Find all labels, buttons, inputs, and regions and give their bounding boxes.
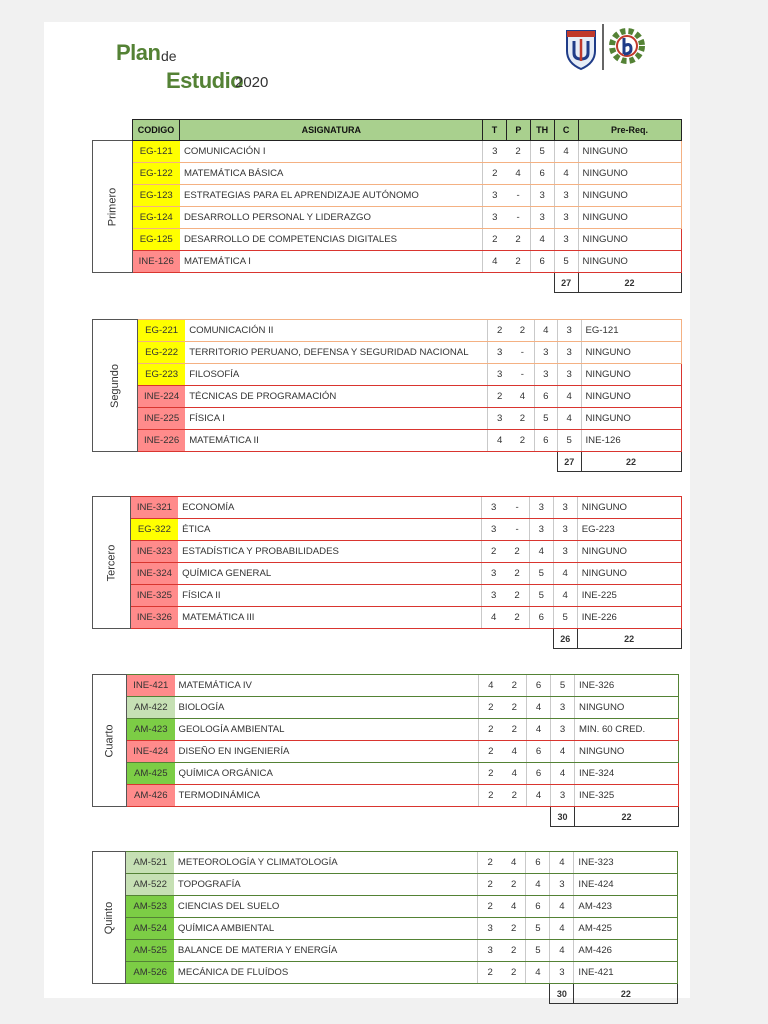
course-c: 3 [554, 229, 578, 251]
course-subject: CIENCIAS DEL SUELO [174, 896, 478, 918]
totals-row [93, 273, 690, 293]
semester-name: Primero [106, 187, 119, 226]
course-prereq: NINGUNO [578, 229, 681, 251]
course-th: 5 [529, 563, 553, 585]
course-c: 4 [550, 940, 574, 962]
header-row [93, 120, 690, 141]
course-c: 5 [551, 675, 575, 697]
title-plan: Plan [116, 40, 161, 65]
table-row [93, 386, 690, 408]
course-p: 2 [511, 430, 534, 452]
course-c: 3 [554, 207, 578, 229]
semester-table-tercero [92, 496, 690, 649]
course-c: 3 [557, 342, 581, 364]
course-code: INE-323 [130, 541, 178, 563]
course-t: 3 [483, 141, 507, 163]
course-c: 3 [551, 697, 575, 719]
total-c: 22 [575, 807, 679, 827]
course-subject: BALANCE DE MATERIA Y ENERGÍA [174, 940, 478, 962]
total-th: 27 [557, 452, 581, 472]
faculty-gear-logo [600, 22, 646, 72]
course-p: 2 [502, 962, 526, 984]
course-th: 5 [530, 141, 554, 163]
course-subject: ESTADÍSTICA Y PROBABILIDADES [178, 541, 481, 563]
course-th: 4 [534, 320, 557, 342]
semester-table-cuarto [92, 674, 688, 827]
course-subject: QUÍMICA GENERAL [178, 563, 481, 585]
course-th: 6 [527, 763, 551, 785]
course-subject: QUÍMICA ORGÁNICA [175, 763, 479, 785]
table-row [93, 962, 687, 984]
course-th: 3 [534, 342, 557, 364]
course-prereq: NINGUNO [577, 563, 681, 585]
course-p: 2 [505, 607, 529, 629]
course-th: 4 [526, 874, 550, 896]
table-row [93, 519, 690, 541]
course-th: 4 [527, 785, 551, 807]
course-code: AM-422 [127, 697, 175, 719]
course-c: 3 [551, 719, 575, 741]
semester-label [93, 675, 127, 807]
header-cell: C [554, 120, 578, 141]
course-th: 3 [529, 497, 553, 519]
course-subject: COMUNICACIÓN II [185, 320, 488, 342]
semester-label [93, 852, 126, 984]
course-prereq: MIN. 60 CRED. [575, 719, 679, 741]
course-code: INE-225 [138, 408, 186, 430]
course-t: 2 [479, 763, 503, 785]
header-blank [93, 120, 133, 141]
course-t: 2 [483, 163, 507, 185]
course-t: 2 [478, 852, 502, 874]
total-th: 30 [551, 807, 575, 827]
title-estudio: Estudio [166, 68, 244, 93]
course-subject: TOPOGRAFÍA [174, 874, 478, 896]
course-p: - [505, 497, 529, 519]
course-code: INE-321 [130, 497, 178, 519]
course-t: 2 [479, 719, 503, 741]
total-th: 26 [553, 629, 577, 649]
course-p: 2 [502, 874, 526, 896]
course-code: INE-126 [132, 251, 180, 273]
table-row [93, 141, 690, 163]
title-de: de [161, 48, 177, 64]
course-t: 3 [481, 563, 505, 585]
total-th: 27 [554, 273, 578, 293]
course-code: AM-426 [127, 785, 175, 807]
course-code: EG-121 [132, 141, 180, 163]
course-subject: MATEMÁTICA I [180, 251, 483, 273]
totals-row [93, 629, 690, 649]
course-subject: COMUNICACIÓN I [180, 141, 483, 163]
course-c: 4 [554, 141, 578, 163]
course-t: 2 [488, 386, 511, 408]
course-subject: FÍSICA II [178, 585, 481, 607]
course-c: 3 [550, 874, 574, 896]
course-prereq: INE-325 [575, 785, 679, 807]
total-c: 22 [581, 452, 681, 472]
course-code: AM-526 [126, 962, 174, 984]
course-th: 4 [529, 541, 553, 563]
course-subject: MATEMÁTICA IV [175, 675, 479, 697]
course-p: 4 [502, 896, 526, 918]
course-th: 6 [534, 430, 557, 452]
course-prereq: INE-126 [581, 430, 681, 452]
course-subject: DISEÑO EN INGENIERÍA [175, 741, 479, 763]
course-p: 4 [503, 741, 527, 763]
course-subject: ECONOMÍA [178, 497, 481, 519]
course-c: 4 [550, 852, 574, 874]
course-p: 2 [511, 320, 534, 342]
course-code: AM-524 [126, 918, 174, 940]
table-row [93, 207, 690, 229]
course-subject: MECÁNICA DE FLUÍDOS [174, 962, 478, 984]
header-cell: Pre-Req. [578, 120, 681, 141]
course-prereq: EG-223 [577, 519, 681, 541]
course-p: 2 [505, 541, 529, 563]
table-row [93, 185, 690, 207]
course-prereq: NINGUNO [578, 251, 681, 273]
course-th: 5 [529, 585, 553, 607]
course-th: 4 [526, 962, 550, 984]
table-row [93, 364, 690, 386]
course-p: 2 [506, 141, 530, 163]
course-code: AM-523 [126, 896, 174, 918]
course-t: 2 [479, 785, 503, 807]
document-page [44, 22, 690, 998]
course-prereq: NINGUNO [578, 141, 681, 163]
course-subject: MATEMÁTICA BÁSICA [180, 163, 483, 185]
course-prereq: INE-324 [575, 763, 679, 785]
course-th: 6 [529, 607, 553, 629]
course-th: 6 [534, 386, 557, 408]
course-code: INE-324 [130, 563, 178, 585]
course-p: - [506, 207, 530, 229]
course-prereq: NINGUNO [575, 741, 679, 763]
course-p: - [511, 342, 534, 364]
course-code: EG-122 [132, 163, 180, 185]
course-subject: FILOSOFÍA [185, 364, 488, 386]
course-prereq: NINGUNO [578, 185, 681, 207]
course-subject: TERMODINÁMICA [175, 785, 479, 807]
course-c: 4 [550, 918, 574, 940]
semester-label [93, 320, 138, 452]
table-row [93, 320, 690, 342]
table-row [93, 763, 688, 785]
course-subject: GEOLOGÍA AMBIENTAL [175, 719, 479, 741]
course-prereq: INE-225 [577, 585, 681, 607]
course-p: 2 [511, 408, 534, 430]
course-prereq: INE-424 [574, 874, 678, 896]
course-c: 4 [553, 563, 577, 585]
semester-table-primero [92, 119, 690, 293]
table-row [93, 541, 690, 563]
header-cell: T [483, 120, 507, 141]
course-subject: ÉTICA [178, 519, 481, 541]
course-prereq: NINGUNO [577, 497, 681, 519]
course-code: INE-224 [138, 386, 186, 408]
course-t: 2 [488, 320, 511, 342]
course-th: 3 [529, 519, 553, 541]
course-t: 3 [478, 918, 502, 940]
course-code: INE-424 [127, 741, 175, 763]
course-c: 4 [550, 896, 574, 918]
course-subject: ESTRATEGIAS PARA EL APRENDIZAJE AUTÓNOMO [180, 185, 483, 207]
course-code: EG-322 [130, 519, 178, 541]
course-p: 2 [506, 251, 530, 273]
total-c: 22 [577, 629, 681, 649]
course-code: INE-326 [130, 607, 178, 629]
course-th: 5 [526, 918, 550, 940]
course-p: 2 [505, 563, 529, 585]
semester-label [93, 497, 131, 629]
course-t: 2 [483, 229, 507, 251]
course-subject: QUÍMICA AMBIENTAL [174, 918, 478, 940]
course-t: 4 [483, 251, 507, 273]
course-c: 3 [557, 320, 581, 342]
course-p: 2 [505, 585, 529, 607]
header-cell: P [506, 120, 530, 141]
course-prereq: AM-425 [574, 918, 678, 940]
course-prereq: NINGUNO [578, 207, 681, 229]
course-p: - [506, 185, 530, 207]
table-row [93, 785, 688, 807]
course-th: 6 [526, 852, 550, 874]
course-t: 2 [478, 962, 502, 984]
header-cell: TH [530, 120, 554, 141]
course-prereq: NINGUNO [575, 697, 679, 719]
course-prereq: AM-426 [574, 940, 678, 962]
course-prereq: INE-326 [575, 675, 679, 697]
course-code: AM-525 [126, 940, 174, 962]
course-c: 5 [554, 251, 578, 273]
course-code: EG-222 [138, 342, 186, 364]
course-subject: MATEMÁTICA II [185, 430, 488, 452]
table-row [93, 940, 687, 962]
course-c: 4 [551, 763, 575, 785]
course-p: 2 [503, 785, 527, 807]
course-t: 2 [481, 541, 505, 563]
university-shield-logo [564, 25, 598, 71]
course-th: 3 [534, 364, 557, 386]
totals-row [93, 807, 688, 827]
semester-name: Quinto [103, 901, 116, 934]
course-code: EG-124 [132, 207, 180, 229]
table-row [93, 251, 690, 273]
total-c: 22 [574, 984, 678, 1004]
course-t: 4 [479, 675, 503, 697]
table-row [93, 896, 687, 918]
course-t: 3 [483, 185, 507, 207]
semester-name: Tercero [105, 544, 118, 581]
table-row [93, 852, 687, 874]
table-row [93, 741, 688, 763]
course-t: 4 [488, 430, 511, 452]
table-row [93, 430, 690, 452]
course-code: EG-125 [132, 229, 180, 251]
course-p: 2 [502, 940, 526, 962]
course-c: 4 [557, 408, 581, 430]
course-t: 2 [479, 741, 503, 763]
course-c: 3 [557, 364, 581, 386]
semester-name: Cuarto [103, 723, 116, 758]
course-p: 2 [503, 675, 527, 697]
course-code: EG-123 [132, 185, 180, 207]
course-p: 2 [502, 918, 526, 940]
course-t: 3 [483, 207, 507, 229]
course-c: 3 [550, 962, 574, 984]
course-code: AM-423 [127, 719, 175, 741]
course-c: 3 [553, 497, 577, 519]
course-th: 4 [527, 697, 551, 719]
table-row [93, 229, 690, 251]
course-c: 3 [553, 541, 577, 563]
course-subject: DESARROLLO PERSONAL Y LIDERAZGO [180, 207, 483, 229]
course-t: 2 [479, 697, 503, 719]
table-row [93, 918, 687, 940]
course-p: 4 [506, 163, 530, 185]
course-code: AM-521 [126, 852, 174, 874]
course-prereq: EG-121 [581, 320, 681, 342]
course-prereq: INE-421 [574, 962, 678, 984]
course-c: 5 [553, 607, 577, 629]
total-th: 30 [550, 984, 574, 1004]
course-t: 3 [481, 519, 505, 541]
course-prereq: NINGUNO [578, 163, 681, 185]
table-row [93, 342, 690, 364]
course-code: AM-425 [127, 763, 175, 785]
course-c: 4 [553, 585, 577, 607]
course-t: 3 [488, 408, 511, 430]
course-c: 3 [551, 785, 575, 807]
table-row [93, 697, 688, 719]
table-row [93, 408, 690, 430]
total-c: 22 [578, 273, 681, 293]
course-prereq: NINGUNO [577, 541, 681, 563]
course-c: 3 [553, 519, 577, 541]
course-th: 5 [534, 408, 557, 430]
header-cell: CODIGO [132, 120, 180, 141]
semester-name: Segundo [109, 363, 122, 408]
table-row [93, 675, 688, 697]
course-subject: DESARROLLO DE COMPETENCIAS DIGITALES [180, 229, 483, 251]
course-th: 6 [530, 163, 554, 185]
totals-row [93, 452, 690, 472]
course-code: INE-226 [138, 430, 186, 452]
course-p: - [505, 519, 529, 541]
course-p: 4 [511, 386, 534, 408]
course-t: 2 [478, 874, 502, 896]
course-th: 4 [530, 229, 554, 251]
course-prereq: NINGUNO [581, 342, 681, 364]
course-subject: TERRITORIO PERUANO, DEFENSA Y SEGURIDAD NACIONAL [185, 342, 488, 364]
course-t: 3 [488, 364, 511, 386]
table-row [93, 497, 690, 519]
course-p: 2 [503, 697, 527, 719]
course-p: 2 [503, 719, 527, 741]
semester-table-quinto [92, 851, 687, 1004]
course-code: AM-522 [126, 874, 174, 896]
course-subject: MATEMÁTICA III [178, 607, 481, 629]
course-th: 6 [527, 675, 551, 697]
course-c: 4 [554, 163, 578, 185]
course-t: 3 [481, 585, 505, 607]
table-row [93, 607, 690, 629]
table-row [93, 719, 688, 741]
course-p: 4 [503, 763, 527, 785]
course-th: 3 [530, 207, 554, 229]
course-prereq: INE-323 [574, 852, 678, 874]
course-code: INE-421 [127, 675, 175, 697]
course-th: 5 [526, 940, 550, 962]
course-c: 4 [557, 386, 581, 408]
course-c: 4 [551, 741, 575, 763]
table-row [93, 585, 690, 607]
course-p: 2 [506, 229, 530, 251]
course-code: INE-325 [130, 585, 178, 607]
course-th: 4 [527, 719, 551, 741]
course-th: 6 [526, 896, 550, 918]
course-code: EG-223 [138, 364, 186, 386]
course-th: 6 [527, 741, 551, 763]
course-prereq: AM-423 [574, 896, 678, 918]
course-prereq: NINGUNO [581, 386, 681, 408]
title-year: 2020 [235, 74, 269, 91]
course-c: 3 [554, 185, 578, 207]
course-th: 3 [530, 185, 554, 207]
course-t: 4 [481, 607, 505, 629]
course-subject: TÉCNICAS DE PROGRAMACIÓN [185, 386, 488, 408]
course-t: 3 [488, 342, 511, 364]
course-subject: FÍSICA I [185, 408, 488, 430]
course-th: 6 [530, 251, 554, 273]
course-prereq: INE-226 [577, 607, 681, 629]
course-prereq: NINGUNO [581, 364, 681, 386]
course-c: 5 [557, 430, 581, 452]
semester-table-segundo [92, 319, 690, 472]
course-t: 3 [481, 497, 505, 519]
course-prereq: NINGUNO [581, 408, 681, 430]
course-t: 3 [478, 940, 502, 962]
table-row [93, 563, 690, 585]
course-subject: METEOROLOGÍA Y CLIMATOLOGÍA [174, 852, 478, 874]
course-code: EG-221 [138, 320, 186, 342]
table-row [93, 874, 687, 896]
totals-row [93, 984, 687, 1004]
header-cell: ASIGNATURA [180, 120, 483, 141]
course-p: - [511, 364, 534, 386]
table-row [93, 163, 690, 185]
course-t: 2 [478, 896, 502, 918]
course-p: 4 [502, 852, 526, 874]
semester-label [93, 141, 133, 273]
course-subject: BIOLOGÍA [175, 697, 479, 719]
